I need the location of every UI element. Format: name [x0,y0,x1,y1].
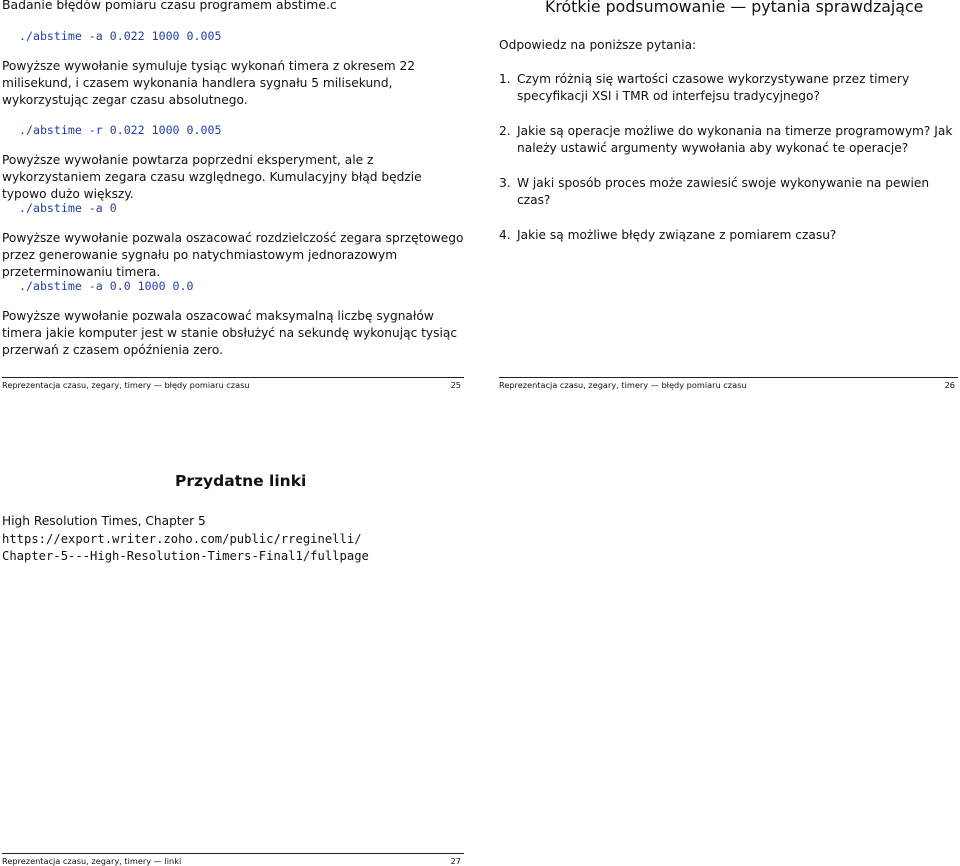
slide-footer [2,853,464,866]
page-number: 26 [944,380,955,390]
description-4: Powyższe wywołanie pozwala oszacować maksymalną liczbę sygnałów timera jakie komputer jest w stanie obsłużyć na sekundę wykonując tysiąc przerwań z czasem opóźnienia zero. [2,309,458,357]
question-number: 3. [499,176,511,190]
footer-text: Reprezentacja czasu, zegary, timery — linki [2,856,182,866]
question-item [499,227,958,244]
command-3: ./abstime -a 0 [19,201,117,215]
command-1: ./abstime -a 0.022 1000 0.005 [19,29,222,43]
question-item [499,175,958,209]
command-4: ./abstime -a 0.0 1000 0.0 [19,279,194,293]
footer-text: Reprezentacja czasu, zegary, timery — błędy pomiaru czasu [2,380,250,390]
question-text: W jaki sposób proces może zawiesić swoje wykonywanie na pewien czas? [517,176,930,207]
footer-text: Reprezentacja czasu, zegary, timery — błędy pomiaru czasu [499,380,747,390]
link-label: High Resolution Times, Chapter 5 [2,514,206,528]
question-list [499,71,958,244]
slide-footer [499,377,958,390]
question-text: Czym różnią się wartości czasowe wykorzystywane przez timery specyfikacji XSI i TMR od interfejsu tradycyjnego? [517,72,910,103]
slide-title: Przydatne linki [175,472,307,490]
link-url-line-2[interactable]: Chapter-5---High-Resolution-Timers-Final1/fullpage [2,549,369,563]
question-text: Jakie są operacje możliwe do wykonania na timerze programowym? Jak należy ustawić argumenty wywołania aby wykonać te operacje? [517,124,953,155]
intro-text: Odpowiedz na poniższe pytania: [499,38,697,52]
page-number: 25 [450,380,461,390]
description-3: Powyższe wywołanie pozwala oszacować rozdzielczość zegara sprzętowego przez generowanie sygnału po natychmiastowym jednorazowym przeterminowaniu timera. [2,231,464,279]
question-item [499,71,958,105]
question-number: 2. [499,124,511,138]
slide-footer [2,377,464,390]
question-number: 1. [499,72,511,86]
question-item [499,123,958,157]
link-url-line-1[interactable]: https://export.writer.zoho.com/public/rreginelli/ [2,532,362,546]
slide-heading: Badanie błędów pomiaru czasu programem abstime.c [2,0,337,12]
description-2: Powyższe wywołanie powtarza poprzedni eksperyment, ale z wykorzystaniem zegara czasu względnego. Kumulacyjny błąd będzie typowo dużo większy. [2,153,422,201]
description-1: Powyższe wywołanie symuluje tysiąc wykonań timera z okresem 22 milisekund, i czasem wykonania handlera sygnału 5 milisekund, wykorzystując zegar czasu absolutnego. [2,59,415,107]
page-number: 27 [450,856,461,866]
slide-title: Krótkie podsumowanie — pytania sprawdzające [545,0,924,16]
question-text: Jakie są możliwe błędy związane z pomiarem czasu? [517,228,837,242]
command-2: ./abstime -r 0.022 1000 0.005 [19,123,222,137]
question-number: 4. [499,228,511,242]
